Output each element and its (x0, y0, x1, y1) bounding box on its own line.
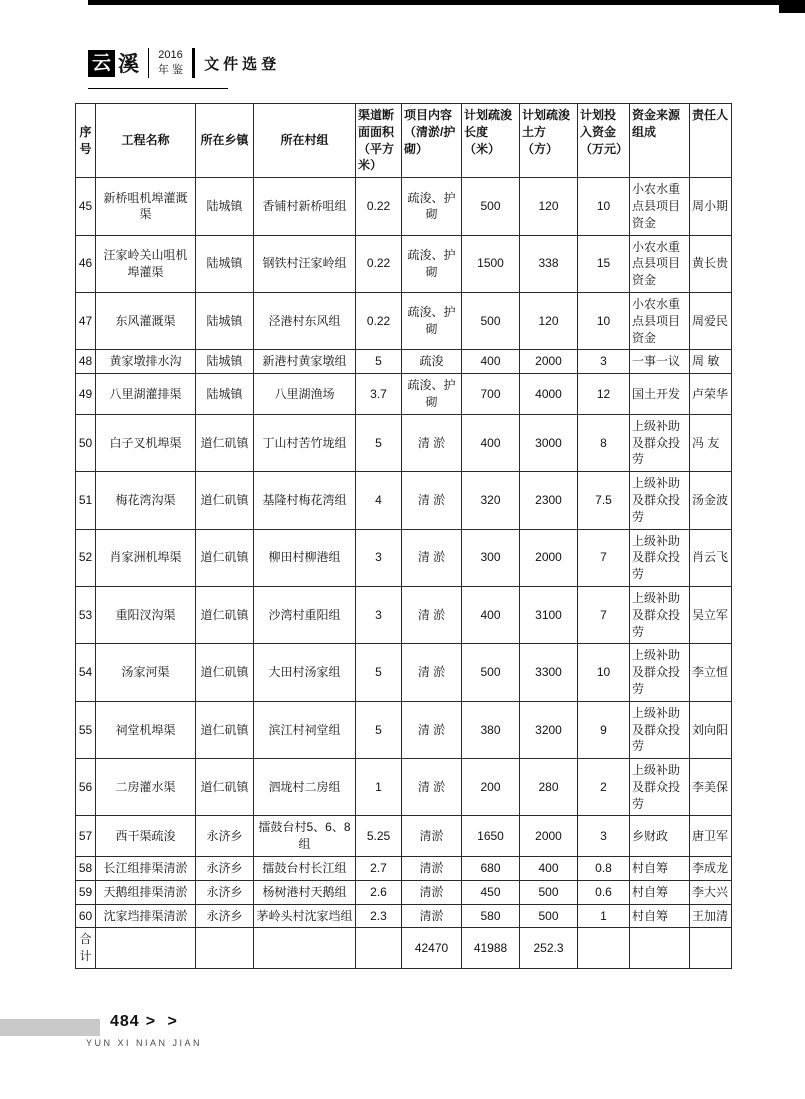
table-cell: 清 淤 (402, 759, 462, 816)
table-cell: 0.22 (356, 178, 402, 235)
table-cell: 1650 (462, 816, 520, 857)
table-cell: 2.6 (356, 880, 402, 904)
table-cell: 5 (356, 414, 402, 471)
table-cell: 唐卫军 (690, 816, 732, 857)
table-cell: 疏浚、护砌 (402, 178, 462, 235)
table-cell: 400 (462, 586, 520, 643)
table-cell (96, 928, 196, 969)
table-cell (254, 928, 356, 969)
table-cell: 李大兴 (690, 880, 732, 904)
column-header: 责任人 (690, 104, 732, 178)
table-cell: 2300 (520, 472, 578, 529)
column-header: 工程名称 (96, 104, 196, 178)
table-cell: 48 (76, 350, 96, 374)
table-body (76, 178, 732, 928)
table-cell: 清淤 (402, 816, 462, 857)
table-cell: 肖家洲机埠渠 (96, 529, 196, 586)
table-cell: 7.5 (578, 472, 630, 529)
table-cell: 10 (578, 644, 630, 701)
table-cell: 道仁矶镇 (196, 644, 254, 701)
column-header: 渠道断面面积（平方米） (356, 104, 402, 178)
table-cell: 46 (76, 235, 96, 292)
table-cell: 59 (76, 880, 96, 904)
table-row (76, 904, 732, 928)
table-cell: 王加清 (690, 904, 732, 928)
table-cell: 疏浚、护砌 (402, 374, 462, 415)
table-cell: 重阳汊沟渠 (96, 586, 196, 643)
table-cell: 长江组排渠清淤 (96, 857, 196, 881)
table-cell: 57 (76, 816, 96, 857)
table-cell: 小农水重点县项目资金 (630, 178, 690, 235)
table-cell: 肖云飞 (690, 529, 732, 586)
table-cell: 上级补助及群众投劳 (630, 529, 690, 586)
table-cell: 10 (578, 178, 630, 235)
table-cell: 500 (520, 880, 578, 904)
table-row (76, 178, 732, 235)
table-cell: 村自筹 (630, 857, 690, 881)
table-row (76, 414, 732, 471)
table-cell: 疏浚、护砌 (402, 235, 462, 292)
table-cell: 60 (76, 904, 96, 928)
table-cell (356, 928, 402, 969)
table-cell: 清 淤 (402, 701, 462, 758)
table-cell: 清淤 (402, 904, 462, 928)
total-fund-cell: 252.3 (520, 928, 578, 969)
page-number-row (110, 1013, 181, 1031)
table-cell: 3300 (520, 644, 578, 701)
table-cell: 新桥咀机埠灌溉渠 (96, 178, 196, 235)
table-cell: 55 (76, 701, 96, 758)
table-header-row (76, 104, 732, 178)
table-cell: 上级补助及群众投劳 (630, 586, 690, 643)
table-row (76, 644, 732, 701)
table-cell: 120 (520, 292, 578, 349)
table-cell: 49 (76, 374, 96, 415)
table-cell: 52 (76, 529, 96, 586)
table-cell: 国土开发 (630, 374, 690, 415)
table-cell: 擂鼓台村长江组 (254, 857, 356, 881)
table-cell: 上级补助及群众投劳 (630, 759, 690, 816)
table-cell: 道仁矶镇 (196, 414, 254, 471)
table-cell: 疏浚、护砌 (402, 292, 462, 349)
table-cell: 陆城镇 (196, 178, 254, 235)
table-row (76, 857, 732, 881)
column-header: 资金来源组成 (630, 104, 690, 178)
table-cell: 道仁矶镇 (196, 759, 254, 816)
table-cell: 天鹅组排渠清淤 (96, 880, 196, 904)
table-cell: 梅花湾沟渠 (96, 472, 196, 529)
table-row (76, 529, 732, 586)
table-row (76, 701, 732, 758)
column-header: 所在村组 (254, 104, 356, 178)
table-cell: 永济乡 (196, 880, 254, 904)
table-cell: 乡财政 (630, 816, 690, 857)
table-cell: 沈家垱排渠清淤 (96, 904, 196, 928)
table-cell: 香铺村新桥咀组 (254, 178, 356, 235)
table-cell: 上级补助及群众投劳 (630, 701, 690, 758)
table-cell: 1 (356, 759, 402, 816)
table-cell: 刘向阳 (690, 701, 732, 758)
table-cell: 2.7 (356, 857, 402, 881)
table-cell: 道仁矶镇 (196, 586, 254, 643)
table-cell: 新港村黄家墩组 (254, 350, 356, 374)
table-cell: 0.22 (356, 235, 402, 292)
table-cell: 7 (578, 586, 630, 643)
section-title: 文件选登 (204, 55, 281, 73)
table-cell: 汪家岭关山咀机埠灌渠 (96, 235, 196, 292)
projects-table (75, 103, 732, 969)
table-cell: 7 (578, 529, 630, 586)
table-cell: 12 (578, 374, 630, 415)
total-length-cell: 42470 (402, 928, 462, 969)
table-cell: 上级补助及群众投劳 (630, 414, 690, 471)
table-cell: 9 (578, 701, 630, 758)
yearbook-logo (88, 48, 139, 78)
table-cell: 500 (462, 644, 520, 701)
table-cell: 3 (578, 816, 630, 857)
table-row (76, 374, 732, 415)
total-label-cell: 合计 (76, 928, 96, 969)
table-cell: 茅岭头村沈家垱组 (254, 904, 356, 928)
table-cell: 8 (578, 414, 630, 471)
table-cell: 2 (578, 759, 630, 816)
table-cell: 5.25 (356, 816, 402, 857)
table-cell: 51 (76, 472, 96, 529)
logo-yun-character: 云 (88, 50, 115, 77)
table-cell: 400 (520, 857, 578, 881)
table-cell: 永济乡 (196, 857, 254, 881)
table-cell: 58 (76, 857, 96, 881)
table-cell: 3 (356, 529, 402, 586)
table-cell: 400 (462, 414, 520, 471)
table-cell: 300 (462, 529, 520, 586)
table-cell: 丁山村苦竹垅组 (254, 414, 356, 471)
table-cell: 周爱民 (690, 292, 732, 349)
table-cell: 3.7 (356, 374, 402, 415)
table-cell: 380 (462, 701, 520, 758)
table-cell: 0.6 (578, 880, 630, 904)
table-cell: 周小期 (690, 178, 732, 235)
edition-yearbook-label: 年 鉴 (158, 64, 184, 76)
table-cell: 汤家河渠 (96, 644, 196, 701)
table-cell: 上级补助及群众投劳 (630, 644, 690, 701)
table-cell: 4 (356, 472, 402, 529)
page-number: 484 (110, 1013, 140, 1030)
table-cell: 永济乡 (196, 816, 254, 857)
table-cell: 卢荣华 (690, 374, 732, 415)
table-cell: 10 (578, 292, 630, 349)
table-cell: 疏浚 (402, 350, 462, 374)
table-cell: 祠堂机埠渠 (96, 701, 196, 758)
table-cell: 沙湾村重阳组 (254, 586, 356, 643)
table-row (76, 350, 732, 374)
table-cell: 1 (578, 904, 630, 928)
table-cell: 0.22 (356, 292, 402, 349)
table-cell: 700 (462, 374, 520, 415)
edition-label (158, 48, 183, 79)
table-cell: 3000 (520, 414, 578, 471)
table-cell: 50 (76, 414, 96, 471)
table-cell: 400 (462, 350, 520, 374)
table-cell: 3 (356, 586, 402, 643)
table-cell (578, 928, 630, 969)
table-cell: 0.8 (578, 857, 630, 881)
table-cell: 3200 (520, 701, 578, 758)
table-cell: 2000 (520, 529, 578, 586)
column-header: 计划疏浚长度（米） (462, 104, 520, 178)
table-cell: 120 (520, 178, 578, 235)
table-cell: 道仁矶镇 (196, 472, 254, 529)
table-cell: 泾港村东风组 (254, 292, 356, 349)
table-cell: 清淤 (402, 857, 462, 881)
footer-gray-bar (0, 1019, 100, 1036)
table-row (76, 880, 732, 904)
table-cell: 陆城镇 (196, 235, 254, 292)
table-cell: 小农水重点县项目资金 (630, 292, 690, 349)
table-cell: 580 (462, 904, 520, 928)
table-cell: 陆城镇 (196, 350, 254, 374)
table-cell: 338 (520, 235, 578, 292)
table-row (76, 816, 732, 857)
table-cell: 320 (462, 472, 520, 529)
series-title: YUN XI NIAN JIAN (86, 1038, 203, 1048)
masthead (88, 46, 280, 80)
table-cell: 滨江村祠堂组 (254, 701, 356, 758)
table-cell: 清 淤 (402, 529, 462, 586)
table-cell: 280 (520, 759, 578, 816)
edition-year: 2016 (158, 48, 183, 61)
table-cell: 3 (578, 350, 630, 374)
table-total-row (76, 928, 732, 969)
table-cell: 道仁矶镇 (196, 529, 254, 586)
table-cell: 500 (520, 904, 578, 928)
table-row (76, 586, 732, 643)
table-cell: 村自筹 (630, 904, 690, 928)
table-cell: 45 (76, 178, 96, 235)
table-cell: 钢铁村汪家岭组 (254, 235, 356, 292)
table-cell: 5 (356, 701, 402, 758)
table-cell: 基隆村梅花湾组 (254, 472, 356, 529)
table-cell: 八里湖渔场 (254, 374, 356, 415)
projects-table-wrap (75, 103, 732, 969)
table-cell (690, 928, 732, 969)
table-row (76, 759, 732, 816)
table-row (76, 235, 732, 292)
table-cell: 擂鼓台村5、6、8组 (254, 816, 356, 857)
column-header: 项目内容（清淤/护砌） (402, 104, 462, 178)
table-cell: 吴立军 (690, 586, 732, 643)
table-cell: 黄长贵 (690, 235, 732, 292)
column-header: 计划投入资金（万元） (578, 104, 630, 178)
masthead-divider-thick (192, 48, 195, 78)
table-cell: 47 (76, 292, 96, 349)
table-cell: 永济乡 (196, 904, 254, 928)
table-cell: 村自筹 (630, 880, 690, 904)
top-rule (88, 0, 805, 5)
table-cell: 53 (76, 586, 96, 643)
pager-arrows: > > (145, 1013, 181, 1030)
column-header: 序号 (76, 104, 96, 178)
table-cell: 杨树港村天鹅组 (254, 880, 356, 904)
column-header: 计划疏浚土方（方） (520, 104, 578, 178)
table-cell: 泗垅村二房组 (254, 759, 356, 816)
top-corner-block (779, 0, 805, 13)
table-cell: 56 (76, 759, 96, 816)
table-cell: 2.3 (356, 904, 402, 928)
table-cell: 清 淤 (402, 644, 462, 701)
table-cell: 小农水重点县项目资金 (630, 235, 690, 292)
table-cell: 陆城镇 (196, 374, 254, 415)
table-cell: 清 淤 (402, 472, 462, 529)
column-header: 所在乡镇 (196, 104, 254, 178)
table-cell: 3100 (520, 586, 578, 643)
table-cell: 清 淤 (402, 586, 462, 643)
table-cell: 200 (462, 759, 520, 816)
table-cell: 15 (578, 235, 630, 292)
table-cell: 5 (356, 644, 402, 701)
table-cell: 5 (356, 350, 402, 374)
table-cell: 白子叉机埠渠 (96, 414, 196, 471)
table-cell: 清淤 (402, 880, 462, 904)
table-cell: 柳田村柳港组 (254, 529, 356, 586)
table-cell: 54 (76, 644, 96, 701)
table-cell: 4000 (520, 374, 578, 415)
table-cell (630, 928, 690, 969)
table-cell: 西干渠疏浚 (96, 816, 196, 857)
table-cell: 2000 (520, 350, 578, 374)
table-cell: 二房灌水渠 (96, 759, 196, 816)
masthead-underline (88, 88, 228, 89)
table-cell: 李立恒 (690, 644, 732, 701)
table-cell: 道仁矶镇 (196, 701, 254, 758)
table-cell: 680 (462, 857, 520, 881)
table-row (76, 292, 732, 349)
masthead-divider-thin (148, 48, 149, 78)
table-cell: 清 淤 (402, 414, 462, 471)
table-cell: 李成龙 (690, 857, 732, 881)
table-cell: 上级补助及群众投劳 (630, 472, 690, 529)
table-cell: 大田村汤家组 (254, 644, 356, 701)
logo-xi-character: 溪 (118, 51, 139, 76)
table-cell: 黄家墩排水沟 (96, 350, 196, 374)
table-cell: 500 (462, 292, 520, 349)
table-row (76, 472, 732, 529)
table-cell: 东风灌溉渠 (96, 292, 196, 349)
table-cell: 八里湖灌排渠 (96, 374, 196, 415)
table-cell: 一事一议 (630, 350, 690, 374)
table-cell: 450 (462, 880, 520, 904)
table-cell: 2000 (520, 816, 578, 857)
table-cell (196, 928, 254, 969)
table-cell: 李美保 (690, 759, 732, 816)
table-cell: 500 (462, 178, 520, 235)
table-cell: 汤金波 (690, 472, 732, 529)
table-cell: 陆城镇 (196, 292, 254, 349)
total-volume-cell: 41988 (462, 928, 520, 969)
table-cell: 1500 (462, 235, 520, 292)
table-cell: 周 敏 (690, 350, 732, 374)
table-cell: 冯 友 (690, 414, 732, 471)
